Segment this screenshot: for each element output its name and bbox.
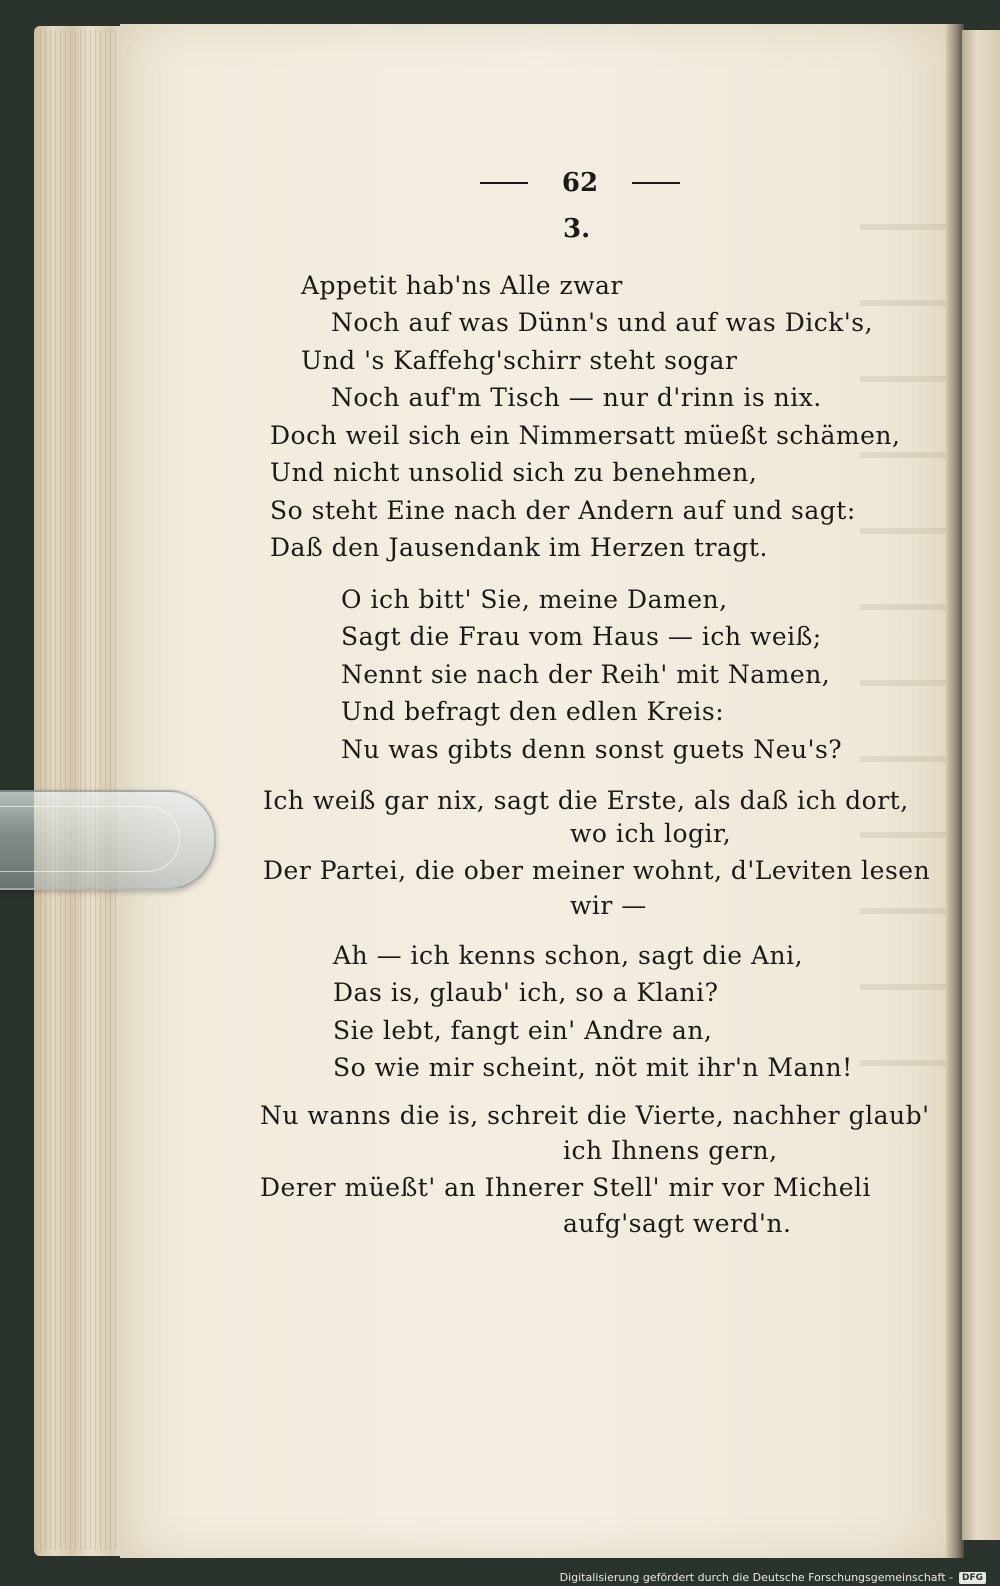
poem-line: Derer müeßt' an Ihnerer Stell' mir vor Micheli — [260, 1173, 872, 1202]
poem-line: Appetit hab'ns Alle zwar — [301, 271, 623, 300]
poem-line: Noch auf was Dünn's und auf was Dick's, — [331, 308, 874, 337]
holder-highlight — [0, 806, 180, 872]
poem-line: Der Partei, die ober meiner wohnt, d'Leviten lesen — [263, 856, 931, 885]
poem-line: Noch auf'm Tisch — nur d'rinn is nix. — [331, 383, 822, 412]
poem-line: Ich weiß gar nix, sagt die Erste, als daß ich dort, — [263, 786, 909, 815]
section-number: 3. — [563, 214, 591, 244]
header-dash-left — [480, 182, 528, 184]
poem-line: Ah — ich kenns schon, sagt die Ani, — [333, 941, 804, 970]
poem-line: Und 's Kaffehg'schirr steht sogar — [301, 346, 738, 375]
poem-line: wo ich logir, — [570, 819, 732, 848]
poem-line: wir — — [570, 891, 647, 920]
poem-line: O ich bitt' Sie, meine Damen, — [341, 585, 728, 614]
poem-line: So steht Eine nach der Andern auf und sagt: — [270, 496, 856, 525]
poem-line: Nu was gibts denn sonst guets Neu's? — [341, 735, 843, 764]
poem-line: So wie mir scheint, nöt mit ihr'n Mann! — [333, 1053, 853, 1082]
poem-line: Doch weil sich ein Nimmersatt müeßt schämen, — [270, 421, 901, 450]
running-header — [480, 168, 680, 198]
poem-line: Und nicht unsolid sich zu benehmen, — [270, 458, 758, 487]
poem-line: Das is, glaub' ich, so a Klani? — [333, 978, 719, 1007]
poem-line: aufg'sagt werd'n. — [563, 1209, 792, 1238]
credit-text: Digitalisierung gefördert durch die Deutsche Forschungsgemeinschaft - — [559, 1571, 953, 1584]
page-number: 62 — [561, 168, 599, 198]
poem-line: Nennt sie nach der Reih' mit Namen, — [341, 660, 831, 689]
plastic-page-holder — [0, 790, 216, 890]
dfg-logo: DFG — [959, 1572, 986, 1584]
poem-line: Sie lebt, fangt ein' Andre an, — [333, 1016, 713, 1045]
poem-line: Nu wanns die is, schreit die Vierte, nachher glaub' — [260, 1101, 930, 1130]
poem-line: ich Ihnens gern, — [563, 1136, 778, 1165]
poem-line: Sagt die Frau vom Haus — ich weiß; — [341, 622, 822, 651]
poem-line: Und befragt den edlen Kreis: — [341, 697, 725, 726]
poem-line: Daß den Jausendank im Herzen tragt. — [270, 533, 768, 562]
header-dash-right — [632, 182, 680, 184]
digitization-credit — [560, 1571, 986, 1584]
